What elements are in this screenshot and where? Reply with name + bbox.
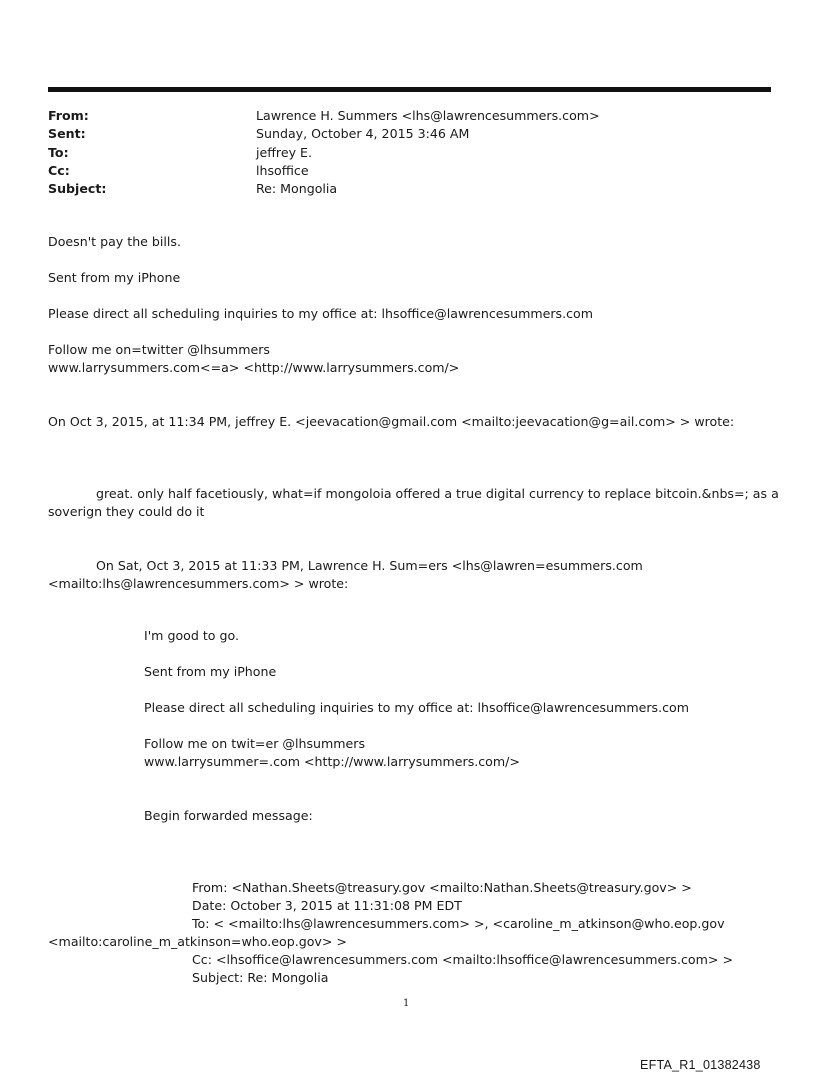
fwd-cc: Cc: <lhsoffice@lawrencesummers.com <mailto:lhsoffice@lawrencesummers.com> > bbox=[192, 952, 733, 967]
bates-number: EFTA_R1_01382438 bbox=[640, 1058, 761, 1072]
from-value: Lawrence H. Summers <lhs@lawrencesummers.com> bbox=[256, 108, 600, 123]
quote1-header: On Oct 3, 2015, at 11:34 PM, jeffrey E. <jeevacation@gmail.com <mailto:jeevacation@g=ail.com> > wrote: bbox=[48, 414, 735, 429]
fwd-date: Date: October 3, 2015 at 11:31:08 PM EDT bbox=[192, 898, 462, 913]
cc-label: Cc: bbox=[48, 162, 70, 178]
to-value: jeffrey E. bbox=[256, 144, 312, 160]
cc-value: lhsoffice bbox=[256, 162, 309, 178]
quote2-website: www.larrysummer=.com <http://www.larrysummers.com/> bbox=[144, 754, 520, 769]
quote2-scheduling: Please direct all scheduling inquiries to my office at: lhsoffice@lawrencesummers.com bbox=[144, 700, 690, 715]
quote2-sent-from: Sent from my iPhone bbox=[144, 664, 277, 679]
body-line-website: www.larrysummers.com<=a> <http://www.larrysummers.com/> bbox=[48, 360, 460, 375]
sent-value: Sunday, October 4, 2015 3:46 AM bbox=[256, 126, 470, 142]
body-line-reply: Doesn't pay the bills. bbox=[48, 234, 181, 249]
forward-label: Begin forwarded message: bbox=[144, 808, 313, 823]
quote1-text-line2: soverign they could do it bbox=[48, 504, 205, 519]
subject-value: Re: Mongolia bbox=[256, 181, 338, 197]
fwd-subject: Subject: Re: Mongolia bbox=[192, 970, 329, 985]
fwd-to-line1: To: < <mailto:lhs@lawrencesummers.com> >, <caroline_m_atkinson@who.eop.gov bbox=[192, 916, 725, 931]
quote2-reply: I'm good to go. bbox=[144, 628, 239, 643]
body-line-sent-from: Sent from my iPhone bbox=[48, 270, 181, 285]
quote2-header-line1: On Sat, Oct 3, 2015 at 11:33 PM, Lawrence H. Sum=ers <lhs@lawren=esummers.com bbox=[96, 558, 643, 573]
page-number: 1 bbox=[403, 998, 410, 1009]
fwd-to-line2: <mailto:caroline_m_atkinson=who.eop.gov> > bbox=[48, 934, 347, 949]
quote2-header-line2: <mailto:lhs@lawrencesummers.com> > wrote: bbox=[48, 576, 349, 591]
to-label: To: bbox=[48, 144, 69, 160]
header-divider bbox=[48, 87, 771, 92]
body-line-scheduling: Please direct all scheduling inquiries to my office at: lhsoffice@lawrencesummers.com bbox=[48, 306, 594, 321]
subject-label: Subject: bbox=[48, 181, 107, 197]
body-line-twitter: Follow me on=twitter @lhsummers bbox=[48, 342, 270, 357]
from-label: From: bbox=[48, 108, 89, 123]
sent-label: Sent: bbox=[48, 126, 86, 142]
quote2-twitter: Follow me on twit=er @lhsummers bbox=[144, 736, 366, 751]
fwd-from: From: <Nathan.Sheets@treasury.gov <mailto:Nathan.Sheets@treasury.gov> > bbox=[192, 880, 692, 895]
quote1-text-line1: great. only half facetiously, what=if mongoloia offered a true digital currency to replace bitcoin.&nbs=; as a bbox=[96, 486, 779, 501]
